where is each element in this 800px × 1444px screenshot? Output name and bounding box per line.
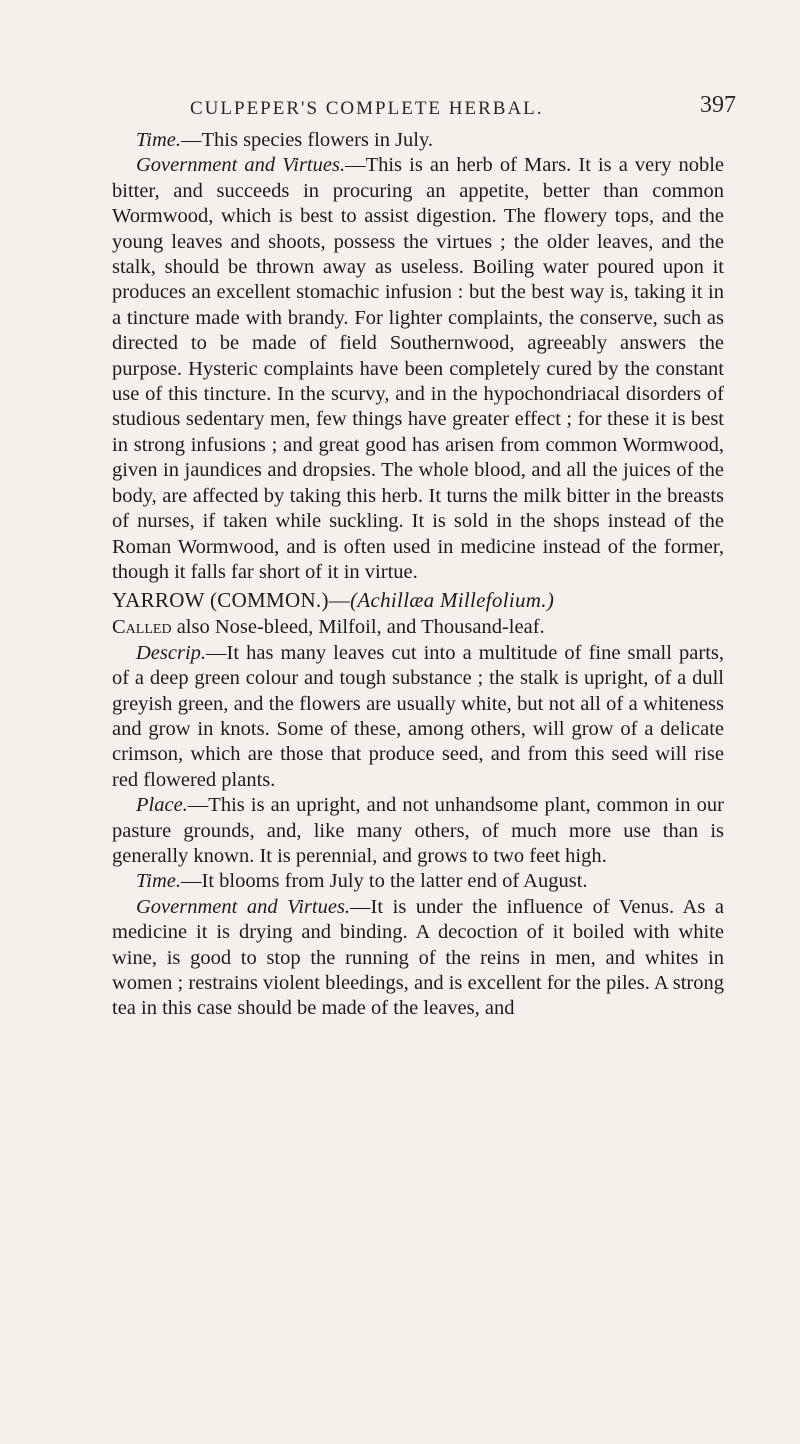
yarrow-government-paragraph: [112, 895, 724, 1022]
yarrow-called-paragraph: [112, 615, 724, 640]
yarrow-place-paragraph: [112, 793, 724, 869]
wormwood-government-paragraph: [112, 153, 724, 585]
yarrow-government-label: Government and Virtues.: [136, 895, 351, 918]
yarrow-description-text: —It has many leaves cut into a multitude of fine small parts, of a deep green colour and tough substance ; the stalk is upright, of a dull greyish green, and the flowers are usually white, but not all of a whiteness and grow in knots. Some of these, among others, will grow of a delicate crimson, which are those that produce seed, and from this seed will rise red flowered plants.: [112, 641, 724, 791]
yarrow-title: YARROW (COMMON.): [112, 588, 329, 613]
yarrow-time-paragraph: [112, 869, 724, 894]
wormwood-time-text: —This species flowers in July.: [181, 129, 434, 151]
wormwood-time-label: Time.: [136, 129, 181, 151]
yarrow-time-text: —It blooms from July to the latter end of August.: [181, 870, 588, 893]
running-title: CULPEPER'S COMPLETE HERBAL.: [190, 98, 544, 119]
yarrow-place-label: Place.: [136, 794, 188, 817]
yarrow-called-text: also Nose-bleed, Milfoil, and Thousand-leaf.: [171, 616, 545, 639]
yarrow-latin-name: (Achillæa Millefolium.): [350, 588, 555, 613]
yarrow-government-text: —It is under the influence of Venus. As a medicine it is drying and binding. A decoction of it boiled with white wine, is good to stop the running of the reins in men, and whites in women ; restrains violent bleedings, and is excellent for the piles. A strong tea in this case should be made of the leaves, and: [112, 895, 724, 1020]
wormwood-time-paragraph: [112, 128, 724, 153]
yarrow-place-text: —This is an upright, and not unhandsome plant, common in our pasture grounds, and, like many others, of much more use than is generally known. It is perennial, and grows to two feet high.: [112, 794, 724, 867]
yarrow-time-label: Time.: [136, 870, 181, 893]
wormwood-government-text: —This is an herb of Mars. It is a very noble bitter, and succeeds in procuring an appetite, better than common Wormwood, which is best to assist digestion. The flowery tops, and the young leaves and shoots, possess the virtues ; the older leaves, and the stalk, should be thrown away as useless. Boiling water poured upon it produces an excellent stomachic infusion : but the best way is, taking it in a tincture made with brandy. For lighter complaints, the conserve, such as directed to be made of field Southernwood, agreeably answers the purpose. Hysteric complaints have been completely cured by the constant use of this tincture. In the scurvy, and in the hypochondriacal disorders of studious sedentary men, few things have greater effect ; for these it is best in strong infusions ; and great good has arisen from common Wormwood, given in jaundices and dropsies. The whole blood, and all the juices of the body, are affected by taking this herb. It turns the milk bitter in the breasts of nurses, if taken while suckling. It is sold in the shops instead of the Roman Wormwood, and is often used in medicine instead of the former, though it falls far short of it in virtue.: [112, 154, 724, 583]
page-number: 397: [700, 92, 736, 118]
yarrow-called-label: Called: [112, 616, 172, 639]
yarrow-title-dash: —: [328, 588, 351, 613]
yarrow-heading: [112, 585, 724, 615]
wormwood-government-label: Government and Virtues.: [136, 154, 346, 177]
yarrow-description-label: Descrip.: [136, 641, 207, 664]
page-body: [112, 128, 724, 1022]
yarrow-description-paragraph: [112, 641, 724, 793]
